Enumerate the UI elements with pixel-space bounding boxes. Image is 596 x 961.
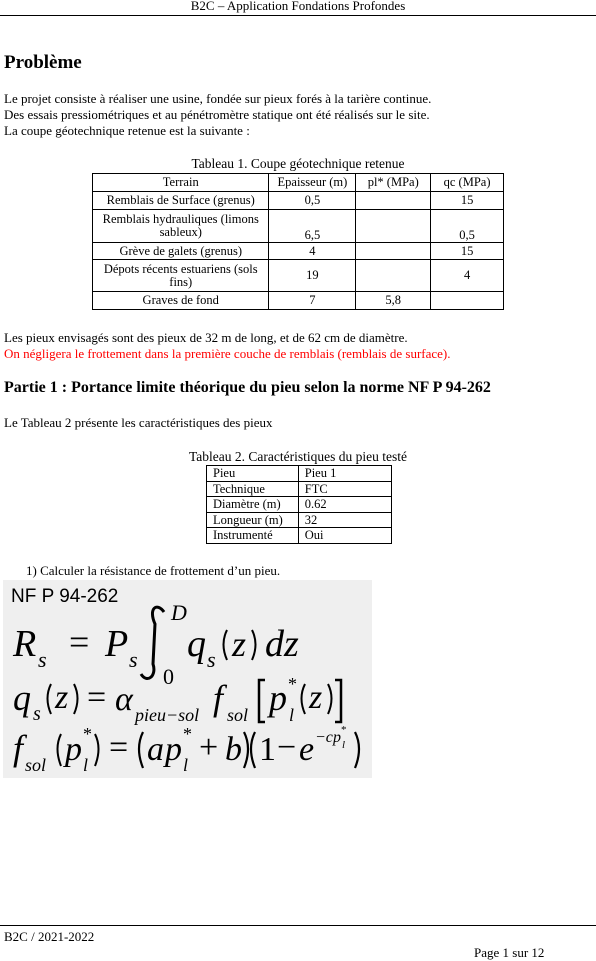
paragraph-note-red: On négligera le frottement dans la première couche de remblais (remblais de surface).: [4, 346, 451, 361]
table-cell: Remblais de Surface (grenus): [93, 192, 269, 210]
table-cell: Instrumenté: [207, 528, 299, 544]
eq1-upper-bound: D: [171, 600, 187, 625]
eq2-z2: z: [309, 679, 323, 716]
table-cell: Technique: [207, 481, 299, 497]
eq1-q: q: [187, 623, 206, 665]
eq3-e: e: [299, 731, 315, 768]
eq1-z: z: [232, 624, 247, 664]
eq3-f-sub: sol: [25, 755, 47, 775]
table-cell: Oui: [298, 528, 391, 544]
table-header-qc: qc (MPa): [431, 174, 504, 192]
eq3-exp-p: p: [333, 729, 341, 746]
eq2-alpha: α: [115, 681, 133, 718]
section-title-probleme: Problème: [4, 52, 82, 73]
table-header-epaisseur: Epaisseur (m): [269, 174, 356, 192]
table-cell: Graves de fond: [93, 292, 269, 310]
table-cell: [431, 292, 504, 310]
eq2-p-star: *: [288, 674, 297, 694]
eq3-p-sub: l: [83, 755, 89, 775]
table-cell: Pieu 1: [298, 466, 391, 482]
eq3-p2: p: [165, 731, 182, 768]
eq3-f: f: [13, 728, 24, 768]
table-cell: [356, 210, 431, 243]
eq2-q-sub: s: [33, 703, 41, 725]
table-cell: 4: [431, 260, 504, 292]
section-title-partie1: Partie 1 : Portance limite théorique du pieu selon la norme NF P 94-262: [4, 379, 491, 396]
eq3-minus: −: [277, 729, 297, 766]
table1-caption: Tableau 1. Coupe géotechnique retenue: [191, 156, 405, 171]
table-row: [93, 292, 504, 310]
eq2-p: p: [269, 678, 287, 718]
eq3-p: p: [65, 731, 82, 768]
eq3-p-star: *: [83, 724, 92, 744]
table-row: [93, 260, 504, 292]
eq1-P: P: [105, 623, 129, 665]
table-row: [93, 210, 504, 243]
footer-rule: [0, 925, 596, 926]
table2-caption: Tableau 2. Caractéristiques du pieu testé: [189, 449, 407, 464]
table-cell: 4: [269, 243, 356, 260]
table-cell: Grève de galets (grenus): [93, 243, 269, 260]
formula-image: [3, 580, 372, 778]
table-cell: 7: [269, 292, 356, 310]
table-cell: 15: [431, 192, 504, 210]
eq2-z: z: [55, 679, 69, 716]
table-cell: 0,5: [431, 210, 504, 243]
table-cell: [356, 260, 431, 292]
table-cell: 19: [269, 260, 356, 292]
eq2-q: q: [13, 678, 31, 718]
table-cell: [356, 243, 431, 260]
eq3-exp-star: *: [341, 724, 347, 736]
table-geotechnique: [92, 173, 504, 310]
eq3-equals: =: [109, 729, 129, 766]
table-cell: 0,5: [269, 192, 356, 210]
table-cell: FTC: [298, 481, 391, 497]
table-cell: Longueur (m): [207, 512, 299, 528]
table-cell: Diamètre (m): [207, 497, 299, 513]
footer-left: B2C / 2021-2022: [4, 929, 95, 944]
eq2-alpha-sub: pieu−sol: [135, 705, 200, 725]
eq1-P-sub: s: [129, 647, 138, 672]
table-row: [207, 497, 392, 513]
table-row: [93, 243, 504, 260]
table-cell: 0.62: [298, 497, 391, 513]
table-header-row: [93, 174, 504, 192]
paragraph-line-3: La coupe géotechnique retenue est la suivante :: [4, 123, 250, 138]
paragraph-pieux: Les pieux envisagés sont des pieux de 32 m de long, et de 62 cm de diamètre.: [4, 330, 408, 345]
eq1-lower-bound: 0: [163, 664, 174, 689]
paragraph-line-2: Des essais pressiométriques et au pénétromètre statique ont été réalisés sur le site.: [4, 107, 430, 122]
eq3-exp-c: −c: [315, 729, 333, 746]
table-cell: 5,8: [356, 292, 431, 310]
formula-title: NF P 94-262: [11, 586, 119, 607]
eq1-integral-sign: [141, 607, 164, 678]
eq3-plus: +: [199, 729, 219, 766]
table-cell: Remblais hydrauliques (limons sableux): [93, 210, 269, 243]
table-row: [207, 512, 392, 528]
eq3-p2-star: *: [183, 724, 192, 744]
table-cell: 32: [298, 512, 391, 528]
eq2-equals: =: [87, 679, 107, 716]
formula-equations: [3, 580, 372, 778]
page-header: B2C – Application Fondations Profondes: [0, 0, 596, 16]
eq1-R-sub: s: [38, 647, 47, 672]
table-cell: [356, 192, 431, 210]
eq1-q-sub: s: [207, 647, 216, 672]
question-1: 1) Calculer la résistance de frottement d’un pieu.: [26, 563, 281, 578]
table-row: [207, 481, 392, 497]
eq3-a: a: [147, 731, 164, 768]
eq1-dz: dz: [265, 623, 299, 665]
eq1-equals: =: [69, 622, 90, 662]
table-row: [207, 528, 392, 544]
eq2-p-sub: l: [289, 705, 295, 725]
table-cell: Pieu: [207, 466, 299, 482]
eq3-b: b: [225, 731, 242, 768]
table-cell: Dépots récents estuariens (sols fins): [93, 260, 269, 292]
table-row: [93, 192, 504, 210]
table-header-terrain: Terrain: [93, 174, 269, 192]
eq2-f-sub: sol: [227, 705, 249, 725]
eq3-p2-sub: l: [183, 755, 189, 775]
paragraph-intro-table2: Le Tableau 2 présente les caractéristiques des pieux: [4, 415, 273, 430]
table-header-pl: pl* (MPa): [356, 174, 431, 192]
paragraph-line-1: Le projet consiste à réaliser une usine, fondée sur pieux forés à la tarière continue.: [4, 91, 432, 106]
eq3-one: 1: [259, 731, 276, 768]
table-caracteristiques-pieu: [206, 465, 392, 544]
eq3-exp-sub: l: [342, 739, 346, 751]
eq2-f: f: [213, 678, 224, 718]
table-row: [207, 466, 392, 482]
table-cell: 15: [431, 243, 504, 260]
page-number: Page 1 sur 12: [474, 945, 545, 960]
table-cell: 6,5: [269, 210, 356, 243]
eq1-R: R: [13, 623, 37, 665]
